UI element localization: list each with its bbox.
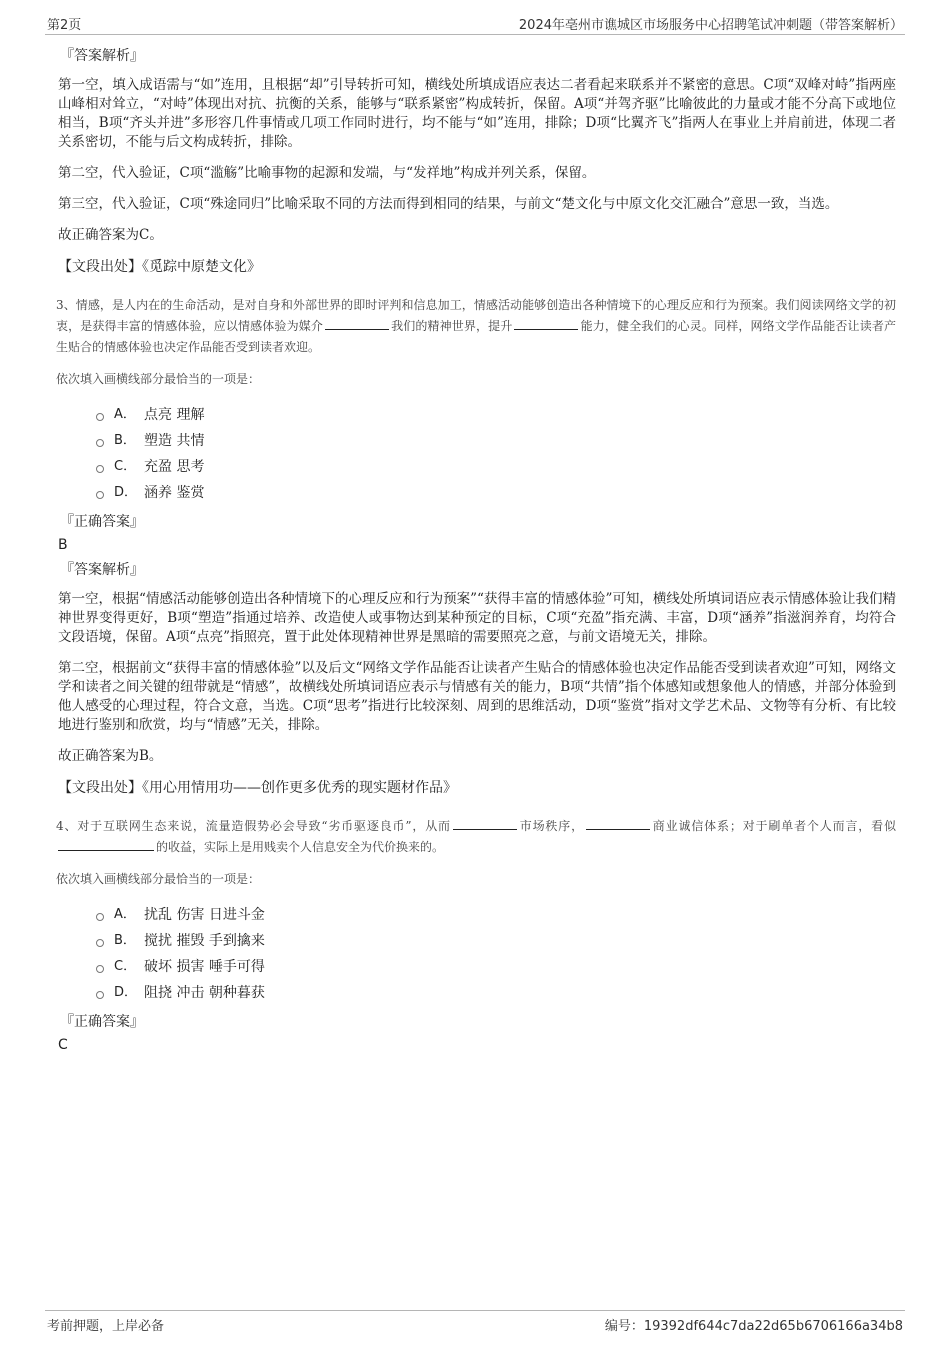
radio-icon[interactable] (96, 465, 104, 473)
passage-source: 【文段出处】《觅踪中原楚文化》 (58, 259, 261, 275)
analysis-paragraph: 第二空，代入验证，C项“滥觞”比喻事物的起源和发端，与“发祥地”构成并列关系，保留。 (58, 165, 596, 181)
question-4-text: 4、对于互联网生态来说，流量造假势必会导致“劣币驱逐良币”，从而 市场秩序， 商业诚信体系；对于刷单者个人而言，看似的收益，实际上是用贱卖个人信息安全为代价换来的。 (56, 816, 896, 858)
blank-1 (325, 316, 389, 330)
blank-1 (453, 816, 517, 830)
radio-icon[interactable] (96, 439, 104, 447)
option-a[interactable]: A． 扰乱 伤害 日进斗金 (96, 902, 896, 928)
blank-3 (58, 837, 154, 851)
option-c[interactable]: C． 充盈 思考 (96, 454, 896, 480)
analysis-label: 『答案解析』 (60, 562, 144, 578)
radio-icon[interactable] (96, 991, 104, 999)
correct-answer-label: 『正确答案』 (60, 1014, 144, 1030)
page-number: 第2页 (47, 18, 82, 33)
page-content (56, 40, 896, 1058)
document-title: 2024年亳州市谯城区市场服务中心招聘笔试冲刺题（带答案解析） (518, 18, 903, 33)
question-3-options (96, 402, 896, 506)
option-c[interactable]: C． 破坏 损害 唾手可得 (96, 954, 896, 980)
correct-answer-label: 『正确答案』 (60, 514, 144, 530)
question-3-text: 3、情感，是人内在的生命活动，是对自身和外部世界的即时评判和信息加工，情感活动能够创造出各种情境下的心理反应和行为预案。我们阅读网络文学的初衷，是获得丰富的情感体验，应以情感体验为媒介 我们的精神世界，提升 能力，健全我们的心灵。同样，网络文学作品能否让读者产生贴合的情感体验也决定作品能否受到读者欢迎。 (56, 298, 896, 354)
option-a[interactable]: A． 点亮 理解 (96, 402, 896, 428)
option-d[interactable]: D． 阻挠 冲击 朝种暮获 (96, 980, 896, 1006)
radio-icon[interactable] (96, 491, 104, 499)
document-code: 编号：19392df644c7da22d65b6706166a34b8 (604, 1319, 903, 1334)
radio-icon[interactable] (96, 965, 104, 973)
radio-icon[interactable] (96, 913, 104, 921)
question-3-prompt: 依次填入画横线部分最恰当的一项是： (56, 372, 261, 386)
blank-2 (586, 816, 650, 830)
footer-slogan: 考前押题，上岸必备 (47, 1319, 165, 1334)
blank-2 (514, 316, 578, 330)
analysis-paragraph: 第三空，代入验证，C项“殊途同归”比喻采取不同的方法而得到相同的结果，与前文“楚文化与中原文化交汇融合”意思一致，当选。 (58, 196, 839, 212)
option-b[interactable]: B． 塑造 共情 (96, 428, 896, 454)
radio-icon[interactable] (96, 939, 104, 947)
analysis-conclusion: 故正确答案为B。 (58, 748, 163, 764)
page-header (45, 12, 905, 35)
passage-source: 【文段出处】《用心用情用功——创作更多优秀的现实题材作品》 (58, 780, 457, 796)
question-4-options (96, 902, 896, 1006)
analysis-paragraph: 第一空，根据“情感活动能够创造出各种情境下的心理反应和行为预案”“获得丰富的情感体验”可知，横线处所填词语应表示情感体验让我们精神世界变得更好，B项“塑造”指通过培养、改造使人或事物达到某种预定的目标，C项“充盈”指充满、丰富，D项“涵养”指滋润养育，均符合文段语境，保留。A项“点亮”指照亮，置于此处体现精神世界是黑暗的需要照亮之意，与前文语境无关，排除。 (58, 591, 896, 645)
option-d[interactable]: D． 涵养 鉴赏 (96, 480, 896, 506)
page-footer (45, 1310, 905, 1337)
analysis-paragraph: 第二空，根据前文“获得丰富的情感体验”以及后文“网络文学作品能否让读者产生贴合的情感体验也决定作品能否受到读者欢迎”可知，网络文学和读者之间关键的纽带就是“情感”，故横线处所填词语应表示与情感有关的能力，B项“共情”指个体感知或想象他人的情感，并部分体验到他人感受的心理过程，符合文意，当选。C项“思考”指进行比较深刻、周到的思维活动，D项“鉴赏”指对文学艺术品、文物等有分析、有比较地进行鉴别和欣赏，均与“情感”无关，排除。 (58, 660, 896, 733)
question-4-prompt: 依次填入画横线部分最恰当的一项是： (56, 872, 261, 886)
radio-icon[interactable] (96, 413, 104, 421)
option-b[interactable]: B． 搅扰 摧毁 手到擒来 (96, 928, 896, 954)
analysis-label: 『答案解析』 (60, 48, 144, 64)
correct-answer: B (58, 537, 68, 553)
analysis-conclusion: 故正确答案为C。 (58, 227, 163, 243)
analysis-paragraph: 第一空，填入成语需与“如”连用，且根据“却”引导转折可知，横线处所填成语应表达二者看起来联系并不紧密的意思。C项“双峰对峙”指两座山峰相对耸立，“对峙”体现出对抗、抗衡的关系，能够与“联系紧密”构成转折，保留。A项“并驾齐驱”比喻彼此的力量或才能不分高下或地位相当，B项“齐头并进”多形容几件事情或几项工作同时进行，均不能与“如”连用，排除；D项“比翼齐飞”指两人在事业上并肩前进，体现二者关系密切，不能与后文构成转折，排除。 (58, 77, 896, 150)
correct-answer: C (58, 1037, 68, 1053)
